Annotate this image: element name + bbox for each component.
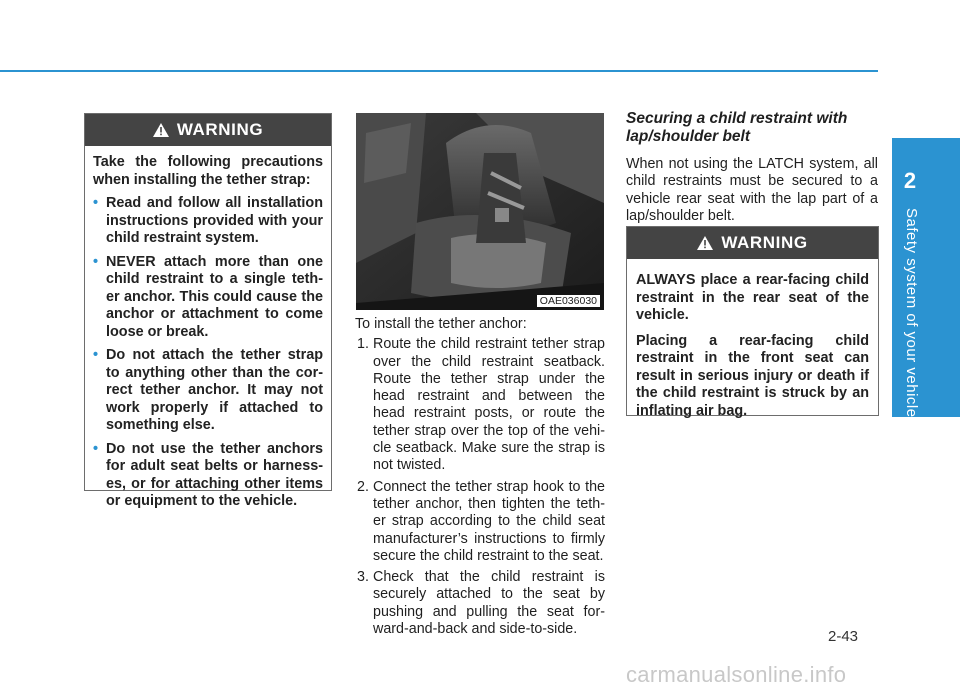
bullet-icon: • (93, 253, 99, 270)
warning-intro: Take the following precautions when installing the tether strap: (93, 154, 323, 188)
bullet-icon: • (93, 440, 99, 457)
chapter-title: Safety system of your vehicle (903, 208, 920, 418)
warning-list (93, 195, 323, 511)
chapter-tab (892, 138, 960, 417)
figure-code: OAE036030 (537, 295, 600, 307)
warning-item: • Read and follow all installation instructions provided with your child restraint system. (93, 195, 323, 246)
warning-header (85, 114, 331, 146)
install-steps (355, 336, 605, 638)
install-intro: To install the tether anchor: (355, 316, 527, 332)
warning-item: • NEVER attach more than one child restraint to a single teth-er anchor. This could cause the anchor or attachment to come loose or break. (93, 253, 323, 340)
warning-item: • Do not attach the tether strap to anything other than the cor-rect tether anchor. It may not work properly if attached to something else. (93, 347, 323, 433)
warning-paragraph: ALWAYS place a rear-facing child restraint in the rear seat of the vehicle. (636, 272, 869, 323)
install-step: 2. Connect the tether strap hook to the tether anchor, then tighten the teth-er strap according to the child seat manufacturer’s instructions to firmly secure the child restraint to the seat. (357, 478, 605, 564)
securing-heading: Securing a child restraint with lap/shoulder belt (626, 110, 848, 145)
bullet-icon: • (93, 195, 99, 211)
warning-header (627, 227, 878, 259)
install-step: 3. Check that the child restraint is securely attached to the seat by pushing and pulling the seat for-ward-and-back and side-to-side. (357, 569, 605, 638)
header-rule (0, 70, 878, 72)
install-step: 1. Route the child restraint tether strap over the child restraint seatback. Route the tether strap under the head restraint and between the head restraint posts, or route the tether strap over the top of the vehi-cle seatback. Make sure the strap is not twisted. (357, 336, 605, 474)
page-number: 2-43 (828, 628, 859, 645)
warning-triangle-icon (697, 236, 713, 250)
warning-title: WARNING (176, 120, 264, 139)
warning-title: WARNING (721, 233, 808, 252)
securing-body: When not using the LATCH system, all child restraints must be secured to a vehicle rear seat with the lap part of a lap/shoulder belt. (626, 156, 878, 224)
rear-facing-warning-box (626, 226, 879, 419)
warning-paragraph: Placing a rear-facing child restraint in the front seat can result in serious injury or death if the child restraint is struck by an inflating air bag. (636, 332, 869, 419)
child-seat-illustration (356, 113, 604, 310)
chapter-number: 2 (903, 168, 917, 193)
warning-item: • Do not use the tether anchors for adult seat belts or harness-es, or for attaching other items or equipment to the vehicle. (93, 440, 323, 509)
install-instructions (355, 316, 605, 642)
warning-triangle-icon (153, 123, 169, 137)
child-seat-photo (356, 113, 604, 310)
securing-section (626, 110, 878, 225)
watermark: carmanualsonline.info (626, 662, 847, 687)
tether-warning-box (84, 113, 332, 509)
bullet-icon: • (93, 347, 99, 363)
